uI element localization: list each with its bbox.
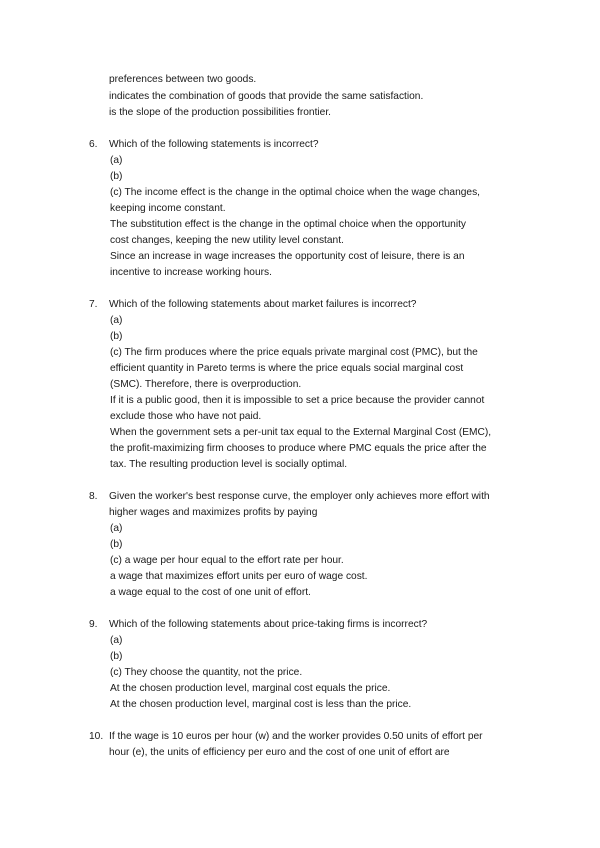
option-e: Since an increase in wage increases the opportunity cost of leisure, there is an	[110, 251, 465, 262]
option-c-cont: (SMC). Therefore, there is overproduction.	[110, 379, 302, 390]
option-d-cont: cost changes, keeping the new utility level constant.	[110, 235, 344, 246]
option-a: (a)	[110, 315, 123, 326]
option-d: a wage that maximizes effort units per euro of wage cost.	[110, 571, 368, 582]
question-stem: Given the worker's best response curve, the employer only achieves more effort with	[109, 491, 490, 502]
question-stem: If the wage is 10 euros per hour (w) and the worker provides 0.50 units of effort per	[109, 731, 483, 742]
option-c: (c) The firm produces where the price equals private marginal cost (PMC), but the	[110, 347, 478, 358]
question-number: 9.	[89, 619, 98, 630]
option-c: (c) a wage per hour equal to the effort rate per hour.	[110, 555, 344, 566]
question-stem: Which of the following statements about market failures is incorrect?	[109, 299, 417, 310]
option-c-cont: keeping income constant.	[110, 203, 226, 214]
question-stem: Which of the following statements is incorrect?	[109, 139, 319, 150]
option-b: (b)	[110, 331, 123, 342]
option-a: (a)	[110, 635, 123, 646]
question-stem: Which of the following statements about price-taking firms is incorrect?	[109, 619, 428, 630]
option-b: (b)	[110, 539, 123, 550]
option-d-cont: exclude those who have not paid.	[110, 411, 262, 422]
option-e: a wage equal to the cost of one unit of effort.	[110, 587, 311, 598]
option-d: The substitution effect is the change in the optimal choice when the opportunity	[110, 219, 467, 230]
option-e: When the government sets a per-unit tax equal to the External Marginal Cost (EMC),	[110, 427, 492, 438]
question-number: 10.	[89, 731, 104, 742]
option-d: At the chosen production level, marginal cost equals the price.	[110, 683, 391, 694]
question-number: 7.	[89, 299, 98, 310]
option-a: (a)	[110, 155, 123, 166]
continuation-line: preferences between two goods.	[109, 74, 257, 85]
option-b: (b)	[110, 171, 123, 182]
question-number: 8.	[89, 491, 98, 502]
option-b: (b)	[110, 651, 123, 662]
continuation-line: indicates the combination of goods that provide the same satisfaction.	[109, 91, 424, 102]
option-a: (a)	[110, 523, 123, 534]
option-e: At the chosen production level, marginal cost is less than the price.	[110, 699, 412, 710]
option-c: (c) They choose the quantity, not the price.	[110, 667, 303, 678]
option-e-cont: the profit-maximizing firm chooses to produce where PMC equals the price after the	[110, 443, 487, 454]
option-c-cont: efficient quantity in Pareto terms is where the price equals social marginal cost	[110, 363, 464, 374]
option-e-cont: incentive to increase working hours.	[110, 267, 272, 278]
question-number: 6.	[89, 139, 98, 150]
option-e-cont: tax. The resulting production level is socially optimal.	[110, 459, 348, 470]
option-d: If it is a public good, then it is impossible to set a price because the provider cannot	[110, 395, 485, 406]
question-stem-cont: hour (e), the units of efficiency per euro and the cost of one unit of effort are	[109, 747, 450, 758]
question-stem-cont: higher wages and maximizes profits by paying	[109, 507, 318, 518]
option-c: (c) The income effect is the change in the optimal choice when the wage changes,	[110, 187, 480, 198]
continuation-line: is the slope of the production possibilities frontier.	[109, 107, 331, 118]
